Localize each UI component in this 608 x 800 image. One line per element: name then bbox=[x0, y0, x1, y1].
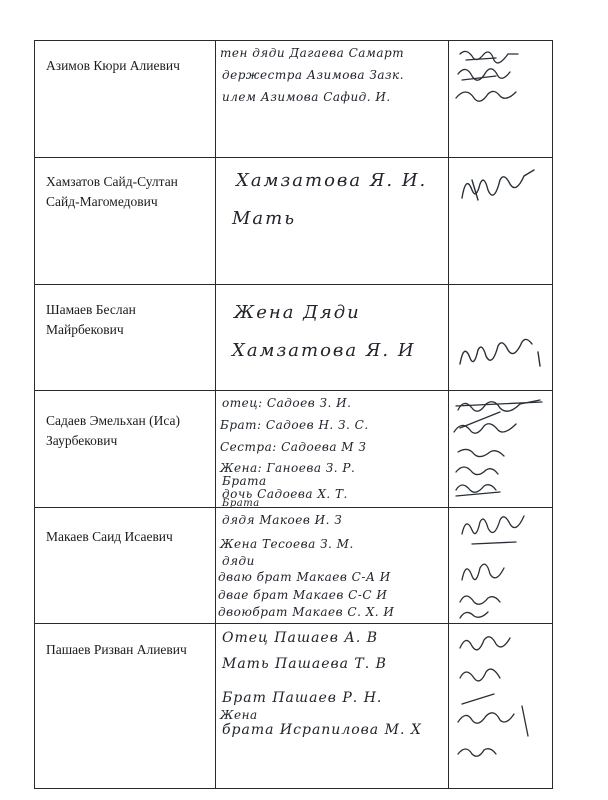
row-divider-3 bbox=[34, 390, 553, 391]
table-border-col1 bbox=[215, 40, 216, 788]
relative-entry: Жена: Ганоева З. Р. bbox=[220, 461, 356, 475]
signature-image bbox=[452, 44, 548, 116]
relative-entry: двоюбрат Макаев С. Х. И bbox=[218, 605, 395, 619]
person-name: Пашаев Ризван Алиевич bbox=[46, 642, 187, 657]
person-name: Макаев Саид Исаевич bbox=[46, 529, 173, 544]
relative-entry: Сестра: Садоева М З bbox=[220, 440, 367, 454]
relative-entry: Брат Пашаев Р. Н. bbox=[222, 690, 383, 706]
row-divider-1 bbox=[34, 157, 553, 158]
person-name: Садаев Эмельхан (Иса) Заурбекович bbox=[46, 413, 180, 448]
row-divider-4 bbox=[34, 507, 553, 508]
signature-image bbox=[452, 168, 548, 208]
signature-image bbox=[452, 626, 548, 784]
relative-entry: Брат: Садоев Н. З. С. bbox=[220, 418, 369, 432]
relative-entry: дядя Макоев И. З bbox=[222, 513, 343, 527]
person-name: Хамзатов Сайд-Султан Сайд-Магомедович bbox=[46, 174, 178, 209]
table-border-col2 bbox=[448, 40, 449, 788]
relative-entry: дяди bbox=[222, 554, 255, 568]
relative-entry: тен дяди Дагаева Самарт bbox=[220, 46, 405, 60]
table-border-top bbox=[34, 40, 553, 41]
table-border-right bbox=[552, 40, 553, 788]
relative-entry: дочь Садоева Х. Т. bbox=[222, 487, 348, 501]
relative-entry: Мать Пашаева Т. В bbox=[222, 656, 387, 672]
relative-entry: илем Азимова Сафид. И. bbox=[222, 90, 391, 104]
person-name: Шамаев Беслан Майрбекович bbox=[46, 302, 136, 337]
relative-entry: Брата bbox=[222, 498, 260, 509]
relative-entry: двае брат Макаев С-С И bbox=[218, 588, 388, 602]
relative-entry: Мать bbox=[232, 208, 297, 229]
relative-entry: Жена Тесоева З. М. bbox=[220, 537, 354, 551]
table-border-left bbox=[34, 40, 35, 788]
signature-image bbox=[452, 334, 548, 374]
relative-entry: дваю брат Макаев С-А И bbox=[218, 570, 391, 584]
person-name: Азимов Кюри Алиевич bbox=[46, 58, 180, 73]
relative-entry: Жена bbox=[220, 708, 258, 722]
relative-entry: Жена Дяди bbox=[234, 302, 361, 323]
relative-entry: брата Исрапилова М. Х bbox=[222, 722, 422, 738]
relative-entry: Хамзатова Я. И bbox=[232, 340, 416, 361]
signature-image bbox=[450, 394, 550, 504]
table-border-bottom bbox=[34, 788, 553, 789]
relative-entry: Хамзатова Я. И. bbox=[236, 170, 428, 191]
relative-entry: держестра Азимова Зазк. bbox=[222, 68, 405, 82]
row-divider-5 bbox=[34, 623, 553, 624]
row-divider-2 bbox=[34, 284, 553, 285]
signature-image bbox=[452, 510, 548, 622]
relative-entry: отец: Садоев З. И. bbox=[222, 396, 352, 410]
relative-entry: Отец Пашаев А. В bbox=[222, 630, 379, 646]
relative-entry: Брата bbox=[222, 474, 267, 488]
